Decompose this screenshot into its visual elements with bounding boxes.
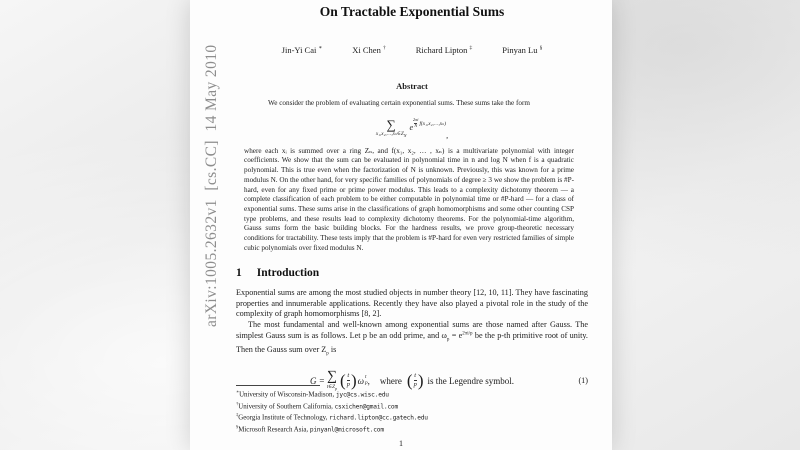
- sum-limits-text: x₁,x₂,…,xₙ∈Z: [375, 130, 404, 137]
- page-number: 1: [399, 439, 403, 448]
- section-title: Introduction: [256, 266, 320, 279]
- omega-subscript: p: [364, 379, 368, 386]
- footnote-mark: ∗: [236, 389, 240, 395]
- footnote-institution: Georgia Institute of Technology,: [238, 414, 330, 422]
- arxiv-stamp: arXiv:1005.2632v1 [cs.CC] 14 May 2010: [203, 44, 220, 328]
- sum-limits-text: t∈Z: [326, 384, 336, 391]
- right-paren: ): [350, 371, 357, 391]
- footnote-institution: Microsoft Research Asia,: [238, 425, 310, 433]
- author: [352, 45, 385, 55]
- left-paren: (: [340, 371, 346, 391]
- where-text: where: [379, 375, 402, 386]
- sum-symbol: ∑: [386, 116, 396, 132]
- equation-comma: ,: [367, 375, 370, 386]
- footnote-mark: ‡: [236, 412, 239, 418]
- author-footnote-mark: ∗: [318, 45, 323, 52]
- footnote-institution: University of Wisconsin-Madison,: [239, 391, 336, 399]
- euler-e: e: [409, 123, 413, 133]
- footnote-email: jyc@cs.wisc.edu: [335, 391, 389, 399]
- paper-page: [190, 0, 612, 450]
- left-paren: (: [406, 371, 413, 391]
- sum-operator: [376, 118, 407, 138]
- author-footnote-mark: †: [382, 45, 386, 52]
- footnote-institution: University of Southern California,: [238, 402, 335, 410]
- fraction-numerator: t: [414, 372, 417, 380]
- author: [282, 45, 323, 55]
- sum-limits: [376, 132, 407, 138]
- fraction-numerator: 2πi: [413, 117, 419, 123]
- omega-superscript: t: [364, 374, 367, 380]
- abstract-opening: We consider the problem of evaluating certain exponential sums. These sums take the form: [268, 99, 530, 107]
- formula-comma: ,: [446, 130, 449, 140]
- author-name: Jin-Yi Cai: [281, 45, 317, 55]
- footnote-email: pinyanl@microsoft.com: [309, 425, 384, 433]
- paragraph-text: is: [328, 344, 337, 354]
- abstract-body: where each xᵢ is summed over a ring Zₙ, and f(x₁, x₂, … , xₙ) is a multivariate polynomial with integer coefficients. We show that the sum can be evaluated in polynomial time in n and log N when f is a quadratic polynomial. This is true even when the factorization of N is unknown. Previously, this was known for a prime modulus N. On the other hand, for very specific families of polynomials of degree ≥ 3 we show the problem is #P-hard, even for any fixed prime or prime power modulus. This leads to a complexity dichotomy theorem — a complete classification of each problem to be either computable in polynomial time or #P-hard — for a class of exponential sums. These sums arise in the classifications of graph homomorphisms and some other counting CSP type problems, and these results lead to complexity dichotomy theorems. For the polynomial-time algorithm, Gauss sums form the basic building blocks. For the hardness results, we prove group-theoretic necessary conditions for tractability. These tests imply that the problem is #P-hard for even very restricted families of simple cubic polynomials over fixed modulus N.: [244, 146, 574, 252]
- paragraph-text: The most fundamental and well-known among exponential sums are those named after Gauss. The simplest Gauss sum is as follows. Let p be an odd prime, and ω: [236, 320, 588, 341]
- footnote-rule: [236, 385, 320, 386]
- footnote-mark: †: [236, 400, 239, 406]
- equation-lhs: G =: [310, 375, 325, 386]
- author-footnote-mark: ‡: [469, 45, 473, 52]
- paragraph-text: be the p-th primitive root of unity. Then the Gauss sum over Z: [236, 331, 588, 354]
- abstract-display-formula: [236, 116, 588, 140]
- fraction-numerator: t: [347, 372, 350, 380]
- fraction-denominator: N: [414, 123, 418, 129]
- author: [416, 45, 473, 55]
- sum-symbol: ∑: [326, 369, 337, 385]
- intro-paragraph-1: Exponential sums are among the most studied objects in number theory [12, 10, 11]. They have fascinating properties and innumerable applications. Recently they have also played a pivotal role in the study of the complexity of graph homomorphisms [8, 2].: [236, 287, 588, 319]
- author-name: Pinyan Lu: [502, 45, 538, 55]
- exponent-text: 2πi/p: [462, 331, 473, 337]
- footnote-email: richard.lipton@cc.gatech.edu: [329, 414, 428, 422]
- paragraph-text: = e: [449, 331, 463, 341]
- z-subscript: p: [326, 351, 329, 357]
- author: [502, 45, 542, 55]
- author-footnote-mark: §: [539, 45, 543, 52]
- footnote-block: [236, 385, 588, 434]
- omega-term: ω: [357, 375, 364, 386]
- exponent-fraction: [413, 118, 419, 129]
- footnote: [236, 401, 588, 411]
- right-paren: ): [417, 371, 424, 391]
- author-name: Richard Lipton: [415, 45, 468, 55]
- omega-subscript: p: [446, 337, 450, 343]
- fraction-denominator: p: [346, 381, 350, 389]
- abstract-heading: Abstract: [396, 81, 428, 91]
- equation-tail-text: is the Legendre symbol.: [427, 375, 514, 386]
- footnote-email: csxichen@gmail.com: [334, 402, 398, 410]
- author-name: Xi Chen: [352, 45, 381, 55]
- footnote: [236, 389, 588, 399]
- exponent: [413, 118, 446, 129]
- paper-title: On Tractable Exponential Sums: [319, 4, 505, 19]
- author-row: [236, 45, 588, 55]
- section-heading: [236, 267, 588, 279]
- exponent-argument: f(x₁,x₂,…,xₙ): [419, 120, 447, 127]
- fraction-denominator: p: [413, 381, 417, 389]
- footnote: [236, 412, 588, 422]
- sum-limits-sub: p: [335, 386, 338, 392]
- section-number: 1: [236, 266, 242, 279]
- footnote: [236, 424, 588, 434]
- footnote-mark: §: [236, 423, 239, 429]
- equation-number: (1): [578, 375, 588, 385]
- paper-content: [236, 0, 588, 395]
- sum-limits-sub: N: [403, 132, 407, 138]
- intro-paragraph-2: [236, 320, 588, 357]
